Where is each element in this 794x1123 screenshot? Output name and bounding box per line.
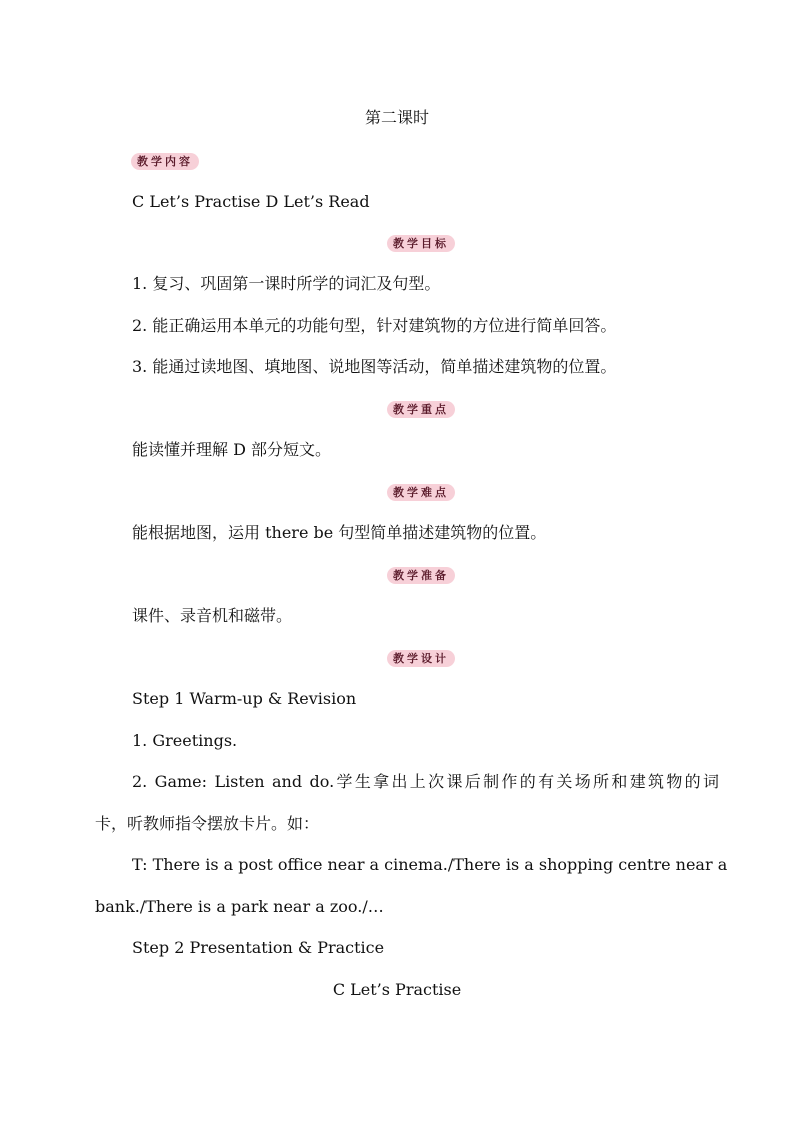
game-text-line-1: 2. Game: Listen and do.学生拿出上次课后制作的有关场所和建筑物的词 xyxy=(132,772,719,791)
objective-item-2: 2. 能正确运用本单元的功能句型，针对建筑物的方位进行简单回答。 xyxy=(132,316,617,335)
preparation-text: 课件、录音机和磁带。 xyxy=(132,606,293,625)
section-badge-difficulties: 教学难点 xyxy=(387,484,455,501)
objective-item-3: 3. 能通过读地图、填地图、说地图等活动，简单描述建筑物的位置。 xyxy=(132,357,617,376)
key-points-text: 能读懂并理解 D 部分短文。 xyxy=(132,440,332,459)
game-text-line-2: 卡，听教师指令摆放卡片。如： xyxy=(95,814,320,833)
section-badge-objectives: 教学目标 xyxy=(387,235,455,252)
step-2-heading: Step 2 Presentation & Practice xyxy=(132,938,385,957)
difficulties-text: 能根据地图，运用 there be 句型简单描述建筑物的位置。 xyxy=(132,523,547,542)
section-badge-key-points: 教学重点 xyxy=(387,401,455,418)
greetings-text: 1. Greetings. xyxy=(132,731,238,750)
section-badge-content: 教学内容 xyxy=(131,153,199,170)
teacher-example-line-1: T: There is a post office near a cinema./There is a shopping centre near a xyxy=(132,855,728,874)
section-badge-preparation: 教学准备 xyxy=(387,567,455,584)
section-badge-design: 教学设计 xyxy=(387,650,455,667)
step-1-heading: Step 1 Warm-up & Revision xyxy=(132,689,357,708)
content-text: C Let’s Practise D Let’s Read xyxy=(132,192,370,211)
page-title: 第二课时 xyxy=(364,108,429,127)
practise-subheading: C Let’s Practise xyxy=(332,980,462,999)
objective-item-1: 1. 复习、巩固第一课时所学的词汇及句型。 xyxy=(132,274,441,293)
teacher-example-line-2: bank./There is a park near a zoo./… xyxy=(95,897,384,916)
